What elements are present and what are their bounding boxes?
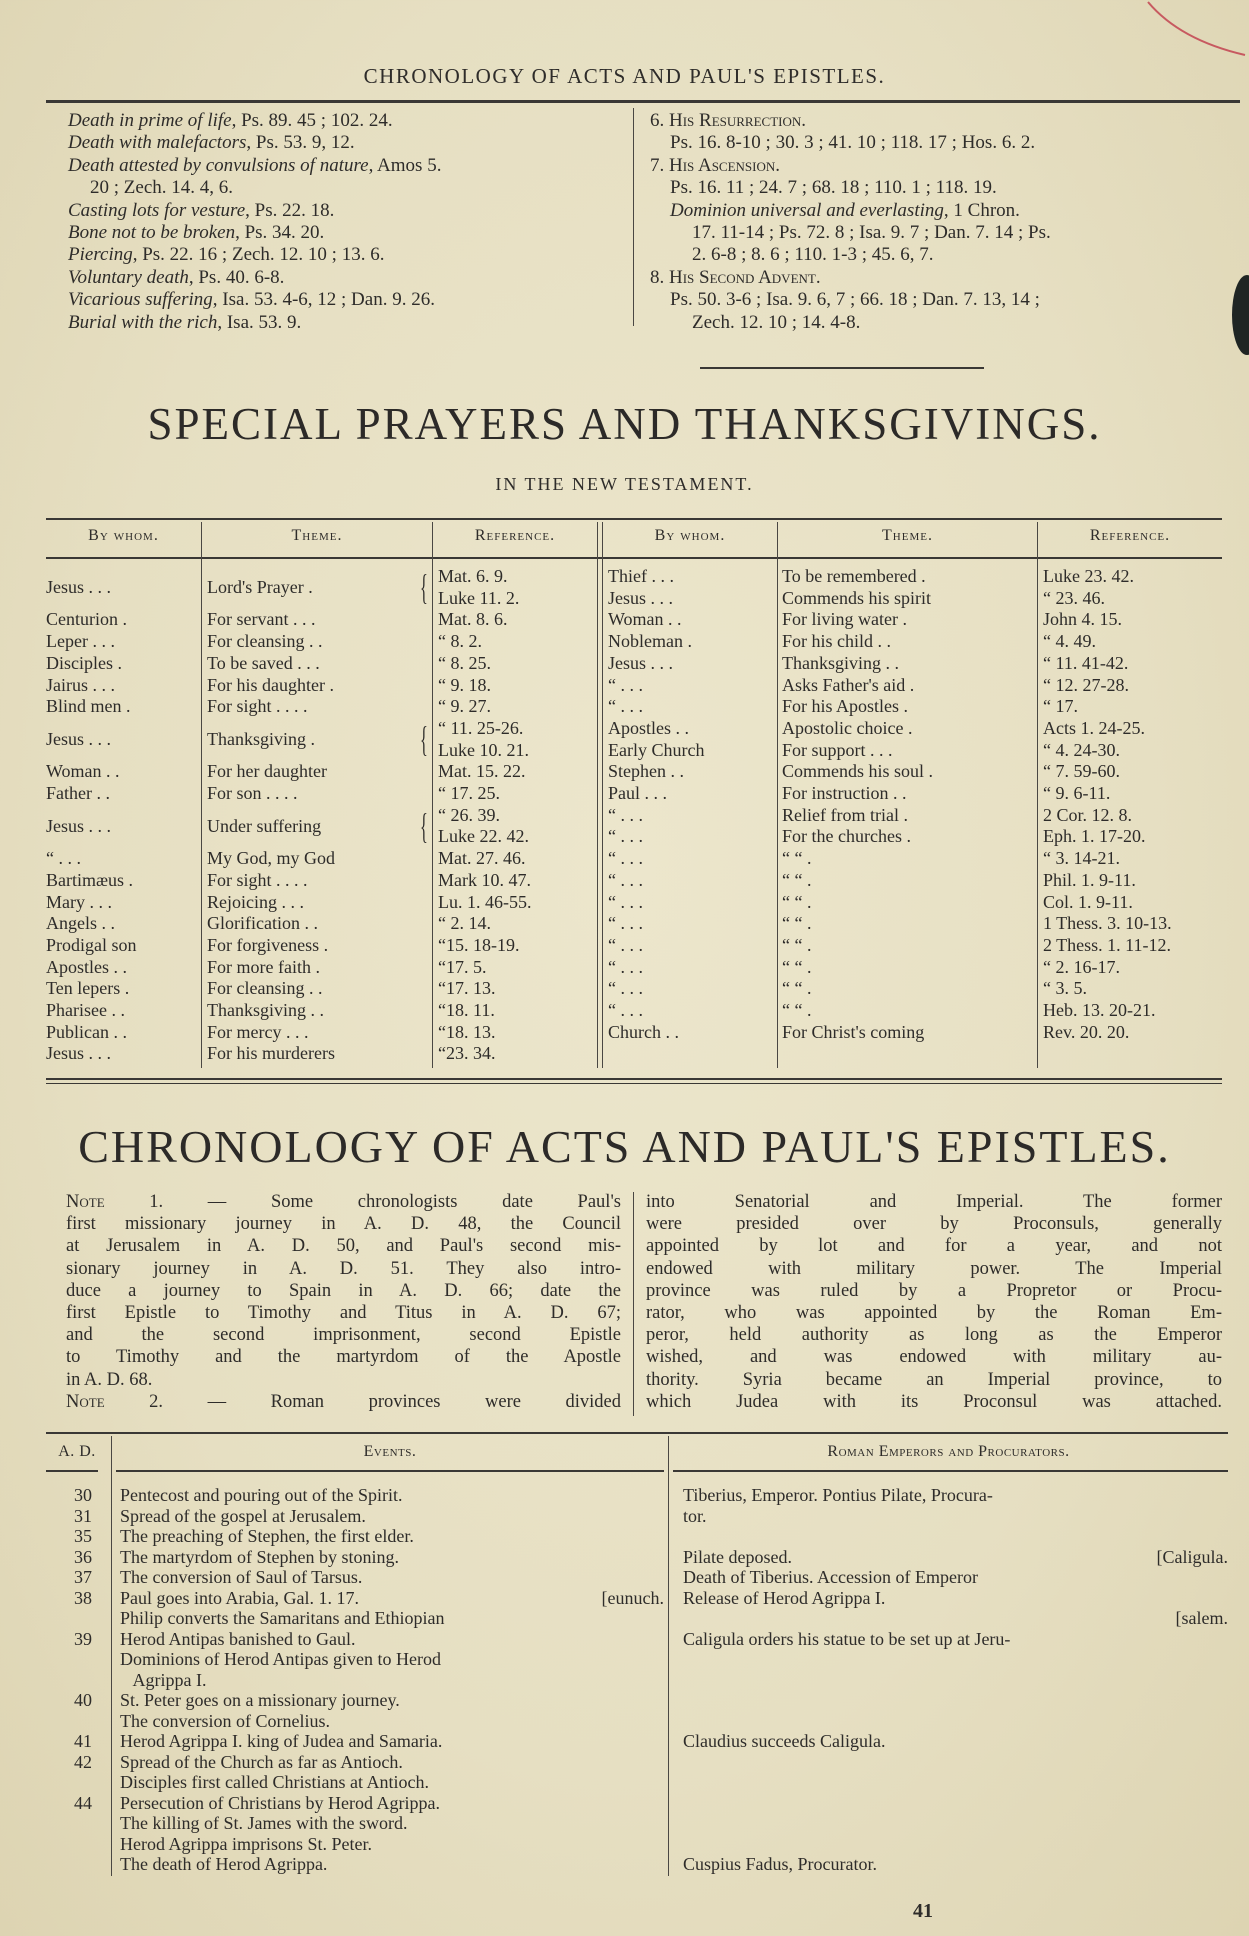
- table-bottom-rule: [46, 1078, 1222, 1080]
- theme: For sight . . . .: [207, 696, 308, 717]
- prophecy-line: [670, 289, 1040, 311]
- prophecy-reference: 6. His Resurrection.: [650, 110, 807, 131]
- event: The conversion of Saul of Tarsus.: [120, 1567, 363, 1587]
- year: 39: [74, 1628, 92, 1649]
- chron-table-top-rule: [46, 1432, 1228, 1434]
- reference: Mat. 27. 46.: [438, 848, 526, 869]
- header-theme: Theme.: [291, 527, 343, 544]
- theme: Rejoicing . . .: [207, 891, 304, 912]
- reference: “ 9. 6-11.: [1043, 783, 1111, 803]
- theme: Glorification . .: [207, 913, 318, 934]
- reference: Rev. 20. 20.: [1043, 1021, 1130, 1042]
- by-whom: Apostles . .: [608, 717, 689, 738]
- note-line: which Judea with its Proconsul was attached.: [646, 1391, 1222, 1412]
- theme: “ “ .: [782, 978, 812, 999]
- prophecy-line: [68, 200, 334, 222]
- reference: “23. 34.: [438, 1043, 496, 1064]
- header-by-whom: By whom.: [88, 527, 159, 544]
- prophecy-line: [68, 244, 384, 266]
- prophecy-reference: , Ps. 22. 16 ; Zech. 12. 10 ; 13. 6.: [132, 244, 385, 266]
- by-whom: “ . . .: [608, 1000, 643, 1020]
- note-line: first missionary journey in A. D. 48, the Council: [66, 1214, 621, 1235]
- prophecy-line: [68, 289, 435, 311]
- by-whom: Woman . .: [608, 609, 682, 630]
- by-whom: Ten lepers .: [46, 978, 130, 999]
- event: Herod Agrippa I. king of Judea and Samaria.: [120, 1731, 443, 1751]
- brace-mark: {: [420, 718, 428, 759]
- prophecy-line: [650, 267, 821, 289]
- by-whom: Prodigal son: [46, 934, 137, 955]
- by-whom: Jairus . . .: [46, 674, 115, 695]
- running-header: CHRONOLOGY OF ACTS AND PAUL'S EPISTLES.: [363, 64, 886, 88]
- theme: For cleansing . .: [207, 631, 323, 652]
- theme: “ “ .: [782, 848, 812, 869]
- theme: To be saved . . .: [207, 652, 320, 673]
- header-reference: Reference.: [1089, 527, 1171, 544]
- reference: Phil. 1. 9-11.: [1043, 869, 1136, 890]
- event: The conversion of Cornelius.: [120, 1710, 330, 1731]
- reference: Mark 10. 47.: [438, 869, 531, 890]
- prophecy-reference: 2. 6-8 ; 8. 6 ; 110. 1-3 ; 45. 6, 7.: [692, 244, 934, 266]
- year: 31: [74, 1505, 92, 1526]
- by-whom: Jesus . . .: [46, 815, 112, 836]
- note-line: duce a journey to Spain in A. D. 66; date the: [66, 1280, 621, 1301]
- emperor-note: Caligula orders his statue to be set up at Jeru-: [683, 1628, 1011, 1649]
- emperor-continuation: [Caligula.: [1156, 1546, 1228, 1567]
- by-whom: “ . . .: [608, 696, 643, 717]
- note-line: peror, held authority as long as the Emperor: [646, 1325, 1222, 1346]
- by-whom: Mary . . .: [46, 891, 112, 912]
- theme: For the churches .: [782, 826, 911, 847]
- reference: “ 9. 27.: [438, 696, 491, 717]
- reference: Luke 11. 2.: [438, 587, 520, 608]
- reference: John 4. 15.: [1043, 609, 1123, 630]
- theme: Relief from trial .: [782, 804, 908, 825]
- theme: Thanksgiving . .: [782, 652, 899, 673]
- reference: Luke 10. 21.: [438, 739, 529, 760]
- page-edge-blemish: [1232, 275, 1249, 355]
- prophecy-reference: 8. His Second Advent.: [650, 266, 821, 288]
- theme: For his daughter .: [207, 674, 334, 695]
- year: 35: [74, 1526, 92, 1546]
- theme: For his murderers: [207, 1043, 335, 1064]
- reference: “ 12. 27-28.: [1043, 674, 1129, 695]
- reference: 2 Cor. 12. 8.: [1043, 804, 1133, 825]
- reference: “17. 5.: [438, 956, 487, 977]
- note-line: to Timothy and the martyrdom of the Apostle: [66, 1347, 621, 1368]
- emperor-note: Claudius succeeds Caligula.: [683, 1731, 886, 1751]
- header-underline: [46, 557, 1222, 559]
- reference: Mat. 6. 9.: [438, 566, 508, 586]
- year: [50, 1813, 92, 1834]
- by-whom: Jesus . . .: [608, 652, 674, 673]
- theme: For cleansing . .: [207, 978, 323, 999]
- note-line: appointed by lot and for a year, and not: [646, 1236, 1222, 1257]
- by-whom: Apostles . .: [46, 956, 127, 977]
- theme: For instruction . .: [782, 783, 907, 803]
- reference: Luke 23. 42.: [1043, 566, 1134, 586]
- emperor-note: Tiberius, Emperor. Pontius Pilate, Procura-: [683, 1485, 993, 1505]
- prophecy-line: [670, 200, 1020, 222]
- by-whom: “ . . .: [608, 848, 643, 869]
- by-whom: Woman . .: [46, 761, 120, 782]
- reference: Col. 1. 9-11.: [1043, 891, 1133, 912]
- emperor-note: Pilate deposed.: [683, 1546, 792, 1567]
- prophecy-reference: 17. 11-14 ; Ps. 72. 8 ; Isa. 9. 7 ; Dan. 7. 14 ; Ps.: [692, 222, 1051, 243]
- prophecy-line: [90, 177, 233, 199]
- header-rule: [46, 100, 1240, 103]
- by-whom: Leper . . .: [46, 631, 115, 652]
- event: The martyrdom of Stephen by stoning.: [120, 1546, 399, 1567]
- reference: “ 3. 5.: [1043, 978, 1087, 999]
- by-whom: Jesus . . .: [46, 1043, 112, 1064]
- by-whom: Father . .: [46, 783, 110, 803]
- header-reference: Reference.: [474, 527, 556, 544]
- event: Spread of the Church as far as Antioch.: [120, 1751, 403, 1772]
- note-line: into Senatorial and Imperial. The former: [646, 1192, 1222, 1212]
- by-whom: “ . . .: [608, 934, 643, 955]
- reference: “ 2. 16-17.: [1043, 956, 1120, 977]
- by-whom: “ . . .: [608, 804, 643, 825]
- event-continuation: [eunuch.: [601, 1587, 664, 1608]
- event: St. Peter goes on a missionary journey.: [120, 1690, 400, 1710]
- table-top-rule: [46, 518, 1222, 520]
- by-whom: Centurion .: [46, 609, 127, 630]
- theme: For Christ's coming: [782, 1021, 925, 1042]
- reference: “ 11. 25-26.: [438, 717, 524, 738]
- year: [50, 1834, 92, 1855]
- event: Herod Antipas banished to Gaul.: [120, 1628, 356, 1649]
- header-events: Events.: [363, 1443, 417, 1460]
- prophecy-line: [650, 110, 806, 132]
- by-whom: Disciples .: [46, 652, 122, 673]
- event: The death of Herod Agrippa.: [120, 1854, 328, 1874]
- note-line: in A. D. 68.: [66, 1369, 153, 1390]
- theme: For living water .: [782, 609, 907, 630]
- theme: Commends his spirit: [782, 587, 932, 608]
- prophecy-reference: , Ps. 40. 6-8.: [188, 266, 285, 288]
- prayers-title: SPECIAL PRAYERS AND THANKSGIVINGS.: [147, 399, 1102, 449]
- prophecy-reference: , Ps. 34. 20.: [235, 222, 325, 243]
- reference: “15. 18-19.: [438, 934, 520, 955]
- by-whom: Stephen . .: [608, 761, 684, 782]
- prophecy-subject: Voluntary death: [68, 266, 189, 288]
- reference: 1 Thess. 3. 10-13.: [1043, 913, 1172, 934]
- note-line: wished, and was endowed with military au-: [646, 1347, 1222, 1368]
- theme: “ “ .: [782, 1000, 812, 1020]
- prophecy-reference: , Isa. 53. 9.: [217, 311, 302, 333]
- year: [50, 1711, 92, 1732]
- theme: Lord's Prayer .: [207, 576, 313, 597]
- theme: “ “ .: [782, 869, 812, 890]
- prophecy-reference: Ps. 50. 3-6 ; Isa. 9. 6, 7 ; 66. 18 ; Dan. 7. 13, 14 ;: [670, 289, 1040, 311]
- prophecy-subject: Death attested by convulsions of nature: [68, 154, 369, 176]
- reference: Mat. 8. 6.: [438, 609, 508, 630]
- theme: “ “ .: [782, 891, 812, 912]
- reference: Lu. 1. 46-55.: [438, 891, 532, 912]
- event: The killing of St. James with the sword.: [120, 1813, 408, 1833]
- reference: “ 9. 18.: [438, 674, 491, 695]
- reference: Acts 1. 24-25.: [1043, 717, 1145, 738]
- prophecy-line: [68, 222, 324, 244]
- reference: “ 7. 59-60.: [1043, 761, 1120, 782]
- prayers-subtitle: IN THE NEW TESTAMENT.: [495, 474, 754, 494]
- by-whom: “ . . .: [608, 869, 643, 890]
- prophecy-reference: , Ps. 22. 18.: [245, 199, 335, 221]
- reference: Heb. 13. 20-21.: [1043, 1000, 1156, 1020]
- emperor-note: Death of Tiberius. Accession of Emperor: [683, 1567, 978, 1587]
- by-whom: “ . . .: [608, 978, 643, 999]
- theme: Commends his soul .: [782, 761, 934, 782]
- brace-mark: {: [420, 567, 428, 607]
- prophecy-subject: Death in prime of life: [68, 110, 232, 131]
- prophecy-reference: , 1 Chron.: [943, 199, 1020, 221]
- note-line: Note 1. — Some chronologists date Paul's: [66, 1192, 621, 1212]
- note-line: thority. Syria became an Imperial province, to: [646, 1369, 1222, 1390]
- by-whom: Publican . .: [46, 1021, 127, 1042]
- reference: “ 2. 14.: [438, 913, 491, 934]
- emperor-note: Release of Herod Agrippa I.: [683, 1587, 886, 1608]
- year: 37: [74, 1567, 92, 1587]
- year: 30: [74, 1485, 92, 1505]
- theme: For her daughter: [207, 761, 327, 782]
- prophecy-line: [68, 155, 441, 177]
- by-whom: “ . . .: [608, 674, 643, 695]
- column-divider: [633, 108, 634, 326]
- by-whom: Angels . .: [46, 913, 115, 934]
- reference: “ 17.: [1043, 696, 1078, 717]
- year: [50, 1649, 92, 1670]
- prophecy-line: [68, 110, 393, 132]
- event: Persecution of Christians by Herod Agrippa.: [120, 1792, 440, 1813]
- prophecy-subject: Bone not to be broken: [68, 222, 236, 243]
- by-whom: “ . . .: [46, 848, 81, 869]
- note-line: sionary journey in A. D. 51. They also intro-: [66, 1258, 621, 1279]
- prophecy-line: [650, 155, 780, 177]
- note-line: endowed with military power. The Imperial: [646, 1258, 1222, 1279]
- theme: “ “ .: [782, 934, 812, 955]
- theme: For support . . .: [782, 739, 893, 760]
- page-number: 41: [913, 1900, 933, 1922]
- theme: Thanksgiving .: [207, 728, 315, 749]
- note-line: rator, who was appointed by the Roman Em-: [646, 1303, 1222, 1323]
- theme: My God, my God: [207, 848, 336, 869]
- prophecy-reference: , Ps. 89. 45 ; 102. 24.: [231, 110, 393, 131]
- theme: For more faith .: [207, 956, 320, 977]
- prophecy-subject: Piercing: [68, 244, 133, 266]
- year: 42: [74, 1751, 92, 1772]
- reference: Mat. 15. 22.: [438, 761, 526, 782]
- prophecy-subject: Dominion universal and everlasting: [670, 199, 944, 221]
- reference: “ 17. 25.: [438, 783, 500, 803]
- section-rule: [700, 367, 984, 369]
- prophecy-subject: Burial with the rich: [68, 311, 218, 333]
- theme: Apostolic choice .: [782, 717, 913, 738]
- by-whom: “ . . .: [608, 891, 643, 912]
- year: 36: [74, 1546, 92, 1567]
- prophecy-reference: , Amos 5.: [368, 154, 442, 176]
- year: [50, 1670, 92, 1691]
- reference: “ 8. 25.: [438, 652, 491, 673]
- by-whom: “ . . .: [608, 913, 643, 934]
- by-whom: Church . .: [608, 1021, 679, 1042]
- by-whom: Paul . . .: [608, 783, 668, 803]
- by-whom: Pharisee . .: [46, 1000, 125, 1020]
- prophecy-subject: Vicarious suffering: [68, 289, 213, 311]
- note-line: province was ruled by a Propretor or Procu-: [646, 1280, 1222, 1301]
- reference: 2 Thess. 1. 11-12.: [1043, 934, 1171, 955]
- prophecy-reference: Ps. 16. 11 ; 24. 7 ; 68. 18 ; 110. 1 ; 118. 19.: [670, 177, 997, 199]
- note-line: at Jerusalem in A. D. 50, and Paul's second mis-: [66, 1236, 621, 1257]
- prophecy-line: [670, 132, 1035, 154]
- reference: “ 8. 2.: [438, 631, 482, 652]
- by-whom: Bartimæus .: [46, 869, 134, 890]
- theme: For his Apostles .: [782, 696, 909, 717]
- year: [50, 1854, 92, 1875]
- prophecy-reference: Ps. 16. 8-10 ; 30. 3 ; 41. 10 ; 118. 17 ; Hos. 6. 2.: [670, 132, 1036, 154]
- reference: “ 4. 49.: [1043, 631, 1096, 652]
- prophecy-reference: , Isa. 53. 4-6, 12 ; Dan. 9. 26.: [212, 289, 435, 311]
- theme: For son . . . .: [207, 783, 298, 803]
- prophecy-line: [692, 222, 1051, 244]
- by-whom: Early Church: [608, 739, 705, 760]
- theme: For mercy . . .: [207, 1021, 309, 1042]
- theme: Thanksgiving . .: [207, 1000, 324, 1020]
- year: [50, 1772, 92, 1793]
- note-line: first Epistle to Timothy and Titus in A. D. 67;: [66, 1303, 621, 1323]
- header-by-whom: By whom.: [654, 527, 726, 544]
- prophecy-subject: Casting lots for vesture: [68, 199, 246, 221]
- by-whom: “ . . .: [608, 826, 643, 847]
- prophecy-reference: 20 ; Zech. 14. 4, 6.: [90, 177, 234, 199]
- prophecy-reference: , Ps. 53. 9, 12.: [246, 132, 355, 154]
- event: Agrippa I.: [120, 1669, 207, 1690]
- brace-mark: {: [420, 805, 428, 846]
- theme: “ “ .: [782, 956, 812, 977]
- event: The preaching of Stephen, the first elder.: [120, 1526, 414, 1546]
- reference: “ 3. 14-21.: [1043, 848, 1120, 869]
- by-whom: Nobleman .: [608, 631, 692, 652]
- prophecy-line: [692, 312, 860, 334]
- prophecy-line: [68, 267, 284, 289]
- year: 38: [74, 1587, 92, 1608]
- by-whom: Jesus . . .: [46, 576, 112, 597]
- by-whom: Thief . . .: [608, 566, 674, 586]
- event: Dominions of Herod Antipas given to Herod: [120, 1649, 441, 1669]
- note-line: and the second imprisonment, second Epistle: [66, 1325, 621, 1346]
- theme: Under suffering: [207, 815, 322, 836]
- theme: To be remembered .: [782, 566, 926, 586]
- header-ad: A. D.: [58, 1443, 96, 1460]
- note-line: Note 2. — Roman provinces were divided: [66, 1391, 621, 1412]
- event: Pentecost and pouring out of the Spirit.: [120, 1485, 403, 1505]
- theme: For his child . .: [782, 631, 892, 652]
- chronology-title: CHRONOLOGY OF ACTS AND PAUL'S EPISTLES.: [78, 1121, 1171, 1172]
- year: 41: [74, 1731, 92, 1751]
- year: 44: [74, 1792, 92, 1813]
- by-whom: Jesus . . .: [608, 587, 674, 608]
- reference: “ 26. 39.: [438, 804, 500, 825]
- theme: For servant . . .: [207, 609, 316, 630]
- reference: “18. 11.: [438, 1000, 495, 1020]
- prophecy-line: [68, 132, 355, 154]
- event: Spread of the gospel at Jerusalem.: [120, 1505, 366, 1526]
- emperor-note: Cuspius Fadus, Procurator.: [683, 1854, 878, 1874]
- reference: “ 23. 46.: [1043, 587, 1105, 608]
- theme: For forgiveness .: [207, 934, 329, 955]
- prophecy-line: [68, 312, 301, 334]
- event: Paul goes into Arabia, Gal. 1. 17.: [120, 1587, 359, 1608]
- theme: For sight . . . .: [207, 869, 308, 890]
- note-line: were presided over by Proconsuls, generally: [646, 1214, 1222, 1235]
- pencil-mark: [1140, 0, 1249, 60]
- year: [50, 1608, 92, 1629]
- reference: “18. 13.: [438, 1021, 496, 1042]
- prophecy-subject: Death with malefactors: [68, 132, 247, 154]
- theme: Asks Father's aid .: [782, 674, 915, 695]
- reference: “ 4. 24-30.: [1043, 739, 1120, 760]
- by-whom: “ . . .: [608, 956, 643, 977]
- header-theme: Theme.: [882, 527, 933, 544]
- reference: Luke 22. 42.: [438, 826, 529, 847]
- emperor-continuation: [salem.: [1175, 1608, 1228, 1628]
- by-whom: Blind men .: [46, 696, 131, 717]
- year: 40: [74, 1690, 92, 1710]
- reference: “17. 13.: [438, 978, 496, 999]
- note-label: Note 1.: [66, 1192, 164, 1212]
- event: Disciples first called Christians at Antioch.: [120, 1772, 429, 1792]
- prophecy-line: [692, 244, 934, 266]
- reference: “ 11. 41-42.: [1043, 652, 1129, 673]
- reference: Eph. 1. 17-20.: [1043, 826, 1146, 847]
- prophecy-reference: 7. His Ascension.: [650, 154, 781, 176]
- event: Philip converts the Samaritans and Ethiopian: [120, 1608, 445, 1628]
- event: Herod Agrippa imprisons St. Peter.: [120, 1833, 372, 1854]
- prophecy-reference: Zech. 12. 10 ; 14. 4-8.: [692, 311, 861, 333]
- note-label: Note 2.: [66, 1391, 164, 1412]
- emperor-note: tor.: [683, 1505, 707, 1526]
- prophecy-line: [670, 177, 997, 199]
- header-emperors: Roman Emperors and Procurators.: [827, 1443, 1070, 1460]
- theme: “ “ .: [782, 913, 812, 934]
- by-whom: Jesus . . .: [46, 728, 112, 749]
